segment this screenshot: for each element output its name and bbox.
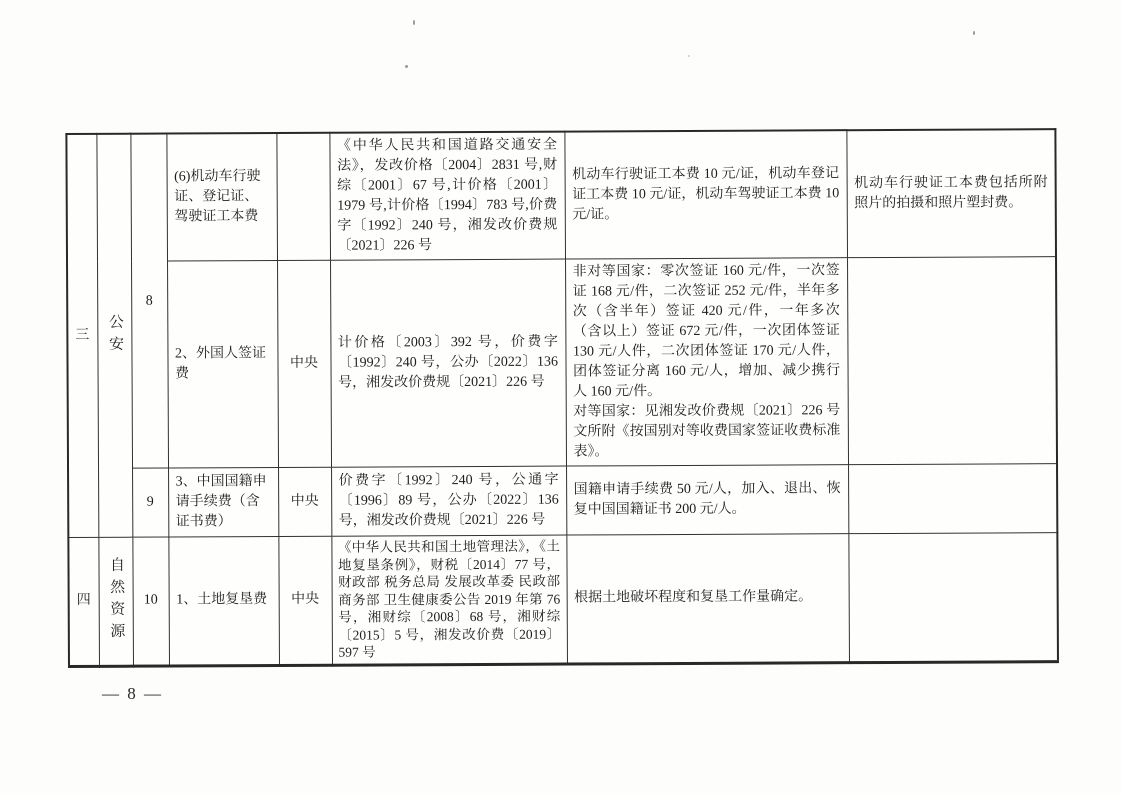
fee-table-wrap — [65, 128, 1059, 667]
cell-fee-standard: 国籍申请手续费 50 元/人，加入、退出、恢复中国国籍证书 200 元/人。 — [566, 465, 848, 535]
scan-speckle — [973, 31, 975, 35]
cell-number-9: 9 — [132, 468, 168, 537]
page-number: — 8 — — [102, 684, 163, 703]
cell-number-10: 10 — [132, 537, 169, 666]
cell-level-central: 中央 — [278, 536, 332, 665]
cell-category-4: 四 — [68, 537, 99, 666]
scan-speckle — [688, 55, 690, 57]
table-row — [68, 533, 1058, 666]
table-row — [68, 464, 1057, 538]
department-vertical-label: 自然资源 — [107, 556, 125, 646]
cell-category-3: 三 — [66, 134, 98, 538]
department-vertical-label: 公安 — [106, 313, 123, 358]
cell-item-foreigner-visa-fee: 2、外国人签证费 — [167, 260, 278, 468]
scan-speckle — [413, 20, 415, 25]
cell-fee-standard — [565, 258, 848, 466]
cell-number-8: 8 — [130, 134, 168, 469]
cell-item-land-reclamation-fee: 1、土地复垦费 — [168, 536, 279, 665]
standard-paragraph-reciprocal: 对等国家：见湘发改价费规〔2021〕226 号文所附《按国别对等收费国家签证收费标准表》。 — [573, 403, 841, 460]
cell-fee-standard: 根据土地破坏程度和复垦工作量确定。 — [566, 534, 849, 664]
cell-remark — [848, 464, 1057, 534]
table-row — [67, 257, 1057, 469]
cell-level-empty — [276, 133, 330, 261]
cell-legal-basis: 《中华人民共和国道路交通安全法》，发改价格〔2004〕2831 号,财综〔2001〕67 号,计价格〔2001〕1979 号,计价格〔1994〕783 号,价费字〔1992〕240 号，湘发改价费规〔2021〕226 号 — [329, 132, 565, 261]
cell-item-vehicle-cert-fee: (6)机动车行驶证、登记证、驾驶证工本费 — [166, 133, 277, 261]
cell-department-ziranziyuan — [98, 537, 133, 666]
cell-remark — [847, 257, 1057, 465]
cell-level-central: 中央 — [277, 260, 331, 467]
cell-legal-basis: 《中华人民共和国土地管理法》，《土地复垦条例》，财税〔2014〕77 号，财政部 税务总局 发展改革委 民政部 商务部 卫生健康委公告 2019 年第 76 号，湘财综〔2008〕68 号，湘财综〔2015〕5 号，湘发改价费〔2019〕597 号 — [331, 535, 567, 665]
cell-remark: 机动车行驶证工本费包括所附照片的拍摄和照片塑封费。 — [846, 129, 1056, 258]
cell-legal-basis: 价费字〔1992〕240 号，公通字〔1996〕89 号，公办〔2022〕136 号，湘发改价费规〔2021〕226 号 — [331, 466, 566, 536]
cell-legal-basis: 计价格〔2003〕392 号，价费字〔1992〕240 号，公办〔2022〕136 号，湘发改价费规〔2021〕226 号 — [330, 259, 566, 467]
cell-department-gongan — [96, 134, 132, 538]
table-row — [66, 129, 1056, 261]
standard-paragraph-non-reciprocal: 非对等国家：零次签证 160 元/件，一次签证 168 元/件，二次签证 252 元/件，半年多次（含半年）签证 420 元/件，一年多次（含以上）签证 672 元/件，一次团体签证 130 元/人件，二次团体签证 170 元/人件，团体签证分离 160 元/人，增加、减少携行人 160 元/件。 — [572, 263, 841, 400]
cell-fee-standard: 机动车行驶证工本费 10 元/证，机动车登记证工本费 10 元/证，机动车驾驶证工本费 10 元/证。 — [564, 130, 847, 259]
fee-schedule-table — [65, 128, 1059, 667]
cell-remark — [848, 533, 1058, 663]
scan-speckle — [405, 65, 408, 68]
cell-item-nationality-fee: 3、中国国籍申请手续费（含证书费） — [168, 467, 278, 537]
cell-level-central: 中央 — [278, 467, 331, 536]
